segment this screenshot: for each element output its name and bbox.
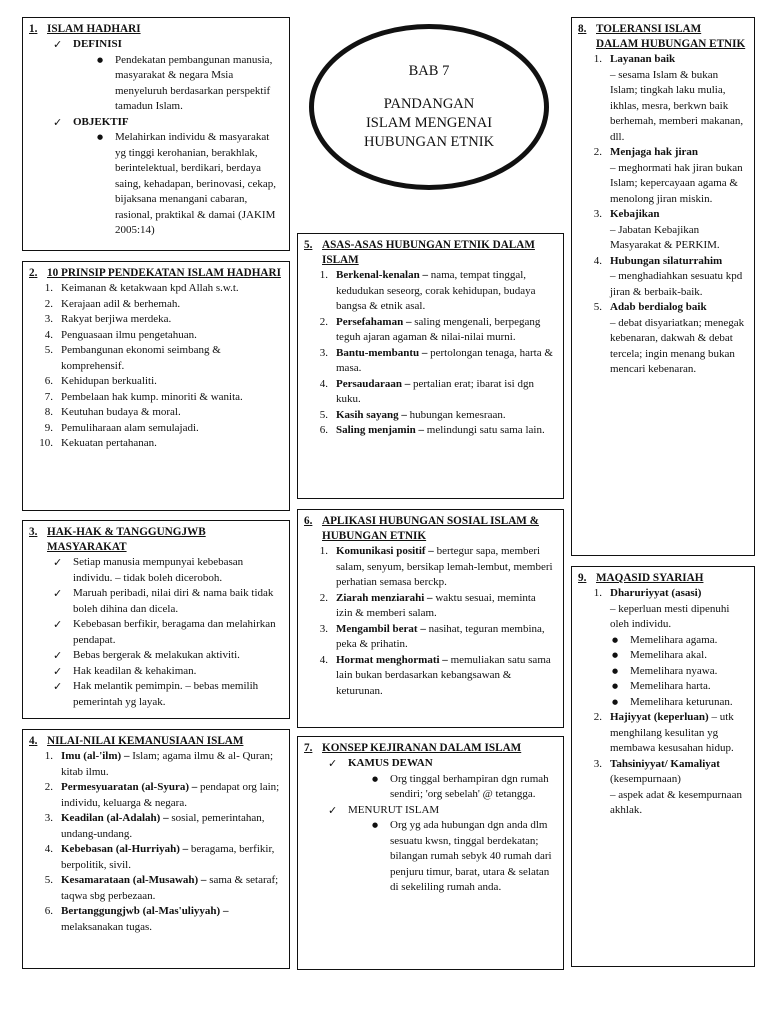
list-item: 6. Kehidupan berkualiti. xyxy=(37,374,281,390)
chapter-number: BAB 7 xyxy=(408,63,450,79)
section-aplikasi-hubungan-sosial xyxy=(297,509,564,728)
bullet-item: ● Memelihara agama. xyxy=(610,633,746,649)
chapter-title-ellipse xyxy=(309,24,549,190)
bullet-item: ● Org yg ada hubungan dgn anda dlm sesuatu kwsn, tinggal berdekatan; bilangan rumah sebyk 40 rumah dari penjuru timur, barat, utara & selatan di sekeliling rumah anda. xyxy=(370,818,555,896)
section-konsep-kejiranan xyxy=(297,736,564,970)
list-item: 5. Pembangunan ekonomi seimbang & komprehensif. xyxy=(37,343,281,374)
section-heading: 1 . ISLAM HADHARI xyxy=(29,22,281,37)
check-item: ✓ Setiap manusia mempunyai kebebasan individu. – tidak boleh diceroboh. xyxy=(53,555,281,586)
section-heading: 4 . NILAI-NILAI KEMANUSIAAN ISLAM xyxy=(29,734,281,749)
list-item: 1. Layanan baik – sesama Islam & bukan Islam; tingkah laku mulia, ikhlas, mesra, berkwn baik berhemah, memberi makanan, dll. xyxy=(586,52,746,145)
section-maqasid-syariah xyxy=(571,566,755,967)
list-item: 8. Keutuhan budaya & moral. xyxy=(37,405,281,421)
check-item: ✓ OBJEKTIF ● Melahirkan individu & masyarakat yg tinggi kerohanian, berakhlak, berintelektual, berdikari, berdaya saing, kehadapan, berinovasi, cekap, bijaksana menangani cabaran, rasional, praktikal & damai (JAKIM 2005:14) xyxy=(53,115,281,239)
list-item: 1. Komunikasi positif – bertegur sapa, memberi salam, senyum, bersikap lemah-lembut, memberi perhatian semasa berckp. xyxy=(312,544,555,591)
section-heading: 3 . HAK-HAK & TANGGUNGJWB MASYARAKAT xyxy=(29,525,281,555)
list-item: 5. Kasih sayang – hubungan kemesraan. xyxy=(312,408,555,424)
check-item: ✓ Hak keadilan & kehakiman. xyxy=(53,664,281,680)
section-10-prinsip xyxy=(22,261,290,511)
list-item: 2. Menjaga hak jiran – meghormati hak jiran bukan Islam; kepercayaan agama & menolong jiran miskin. xyxy=(586,145,746,207)
bullet-item: ● Memelihara akal. xyxy=(610,648,746,664)
list-item: 4. Hubungan silaturrahim – menghadiahkan sesuatu kpd jiran & berbaik-baik. xyxy=(586,254,746,301)
chapter-title-line: ISLAM MENGENAI xyxy=(365,115,493,131)
list-item: 5. Adab berdialog baik – debat disyariatkan; menegak kebenaran, dakwah & debat tercela; ingin menang bukan mencari kebenaran. xyxy=(586,300,746,378)
list-item: 2. Hajiyyat (keperluan) – utk menghilang kesulitan yg membawa kesusahan hidup. xyxy=(586,710,746,757)
list-item: 3. Kebajikan – Jabatan Kebajikan Masyarakat & PERKIM. xyxy=(586,207,746,254)
section-islam-hadhari xyxy=(22,17,290,251)
list-item: 3. Mengambil berat – nasihat, teguran membina, peka & prihatin. xyxy=(312,622,555,653)
section-heading: 6 . APLIKASI HUBUNGAN SOSIAL ISLAM & HUBUNGAN ETNIK xyxy=(304,514,555,544)
section-asas-hubungan-etnik xyxy=(297,233,564,499)
check-item: ✓ Bebas bergerak & melakukan aktiviti. xyxy=(53,648,281,664)
bullet-item: ● Melahirkan individu & masyarakat yg tinggi kerohanian, berakhlak, berintelektual, berdikari, berdaya saing, kehadapan, berinovasi, cekap, bijaksana menangani cabaran, rasional, praktikal & damai (JAKIM 2005:14) xyxy=(95,130,281,239)
list-item: 1. Keimanan & ketakwaan kpd Allah s.w.t. xyxy=(37,281,281,297)
list-item: 9. Pemuliharaan alam semulajadi. xyxy=(37,421,281,437)
check-item: ✓ Hak melantik pemimpin. – bebas memilih pemerintah yg layak. xyxy=(53,679,281,710)
check-item: ✓ Maruah peribadi, nilai diri & nama baik tidak boleh dihina dan dicela. xyxy=(53,586,281,617)
list-item: 3. Keadilan (al-Adalah) – sosial, pemerintahan, undang-undang. xyxy=(37,811,281,842)
bullet-item: ● Memelihara nyawa. xyxy=(610,664,746,680)
list-item: 5. Kesamarataan (al-Musawah) – sama & setaraf; taqwa sbg perbezaan. xyxy=(37,873,281,904)
bullet-item: ● Org tinggal berhampiran dgn rumah sendiri; 'org sebelah' @ tetangga. xyxy=(370,772,555,803)
list-item: 1. Imu (al-'ilm) – Islam; agama ilmu & al- Quran; kitab ilmu. xyxy=(37,749,281,780)
chapter-title-line: HUBUNGAN ETNIK xyxy=(363,134,495,150)
list-item: 4. Penguasaan ilmu pengetahuan. xyxy=(37,328,281,344)
bullet-item: ● Memelihara keturunan. xyxy=(610,695,746,711)
list-item: 2. Kerajaan adil & berhemah. xyxy=(37,297,281,313)
section-nilai-kemanusiaan xyxy=(22,729,290,969)
list-item: 6. Saling menjamin – melindungi satu sama lain. xyxy=(312,423,555,439)
check-item: ✓ DEFINISI ● Pendekatan pembangunan manusia, masyarakat & negara Msia menyeluruh berdasarkan perspektif tamadun Islam. xyxy=(53,37,281,115)
list-item: 6. Bertanggungjwb (al-Mas'uliyyah) – melaksanakan tugas. xyxy=(37,904,281,935)
section-toleransi-islam xyxy=(571,17,755,556)
section-heading: 7 . KONSEP KEJIRANAN DALAM ISLAM xyxy=(304,741,555,756)
bullet-item: ● Pendekatan pembangunan manusia, masyarakat & negara Msia menyeluruh berdasarkan perspektif tamadun Islam. xyxy=(95,53,281,115)
list-item: 2. Ziarah menziarahi – waktu sesuai, meminta izin & memberi salam. xyxy=(312,591,555,622)
list-item: 2. Permesyuaratan (al-Syura) – pendapat org lain; individu, keluarga & negara. xyxy=(37,780,281,811)
check-item: ✓ KAMUS DEWAN ● Org tinggal berhampiran dgn rumah sendiri; 'org sebelah' @ tetangga. xyxy=(328,756,555,803)
list-item: 3. Rakyat berjiwa merdeka. xyxy=(37,312,281,328)
section-heading: 8 . TOLERANSI ISLAM DALAM HUBUNGAN ETNIK xyxy=(578,22,746,52)
list-item: 10. Kekuatan pertahanan. xyxy=(37,436,281,452)
section-heading: 9 . MAQASID SYARIAH xyxy=(578,571,746,586)
list-item: 1. Berkenal-kenalan – nama, tempat tinggal, kedudukan seseorg, corak kehidupan, budaya bangsa & etnik asal. xyxy=(312,268,555,315)
check-item: ✓ MENURUT ISLAM ● Org yg ada hubungan dgn anda dlm sesuatu kwsn, tinggal berdekatan; bilangan rumah sebyk 40 rumah dari penjuru timur, barat, utara & selatan di sekeliling rumah anda. xyxy=(328,803,555,896)
list-item: 3. Bantu-membantu – pertolongan tenaga, harta & masa. xyxy=(312,346,555,377)
list-item: 2. Persefahaman – saling mengenali, berpegang teguh ajaran agaman & nilai-nilai murni. xyxy=(312,315,555,346)
list-item: 4. Kebebasan (al-Hurriyah) – beragama, berfikir, berpolitik, sivil. xyxy=(37,842,281,873)
section-heading: 2 . 10 PRINSIP PENDEKATAN ISLAM HADHARI xyxy=(29,266,281,281)
check-item: ✓ Kebebasan berfikir, beragama dan melahirkan pendapat. xyxy=(53,617,281,648)
section-hak-tanggungjawab xyxy=(22,520,290,719)
list-item: 1. Dharuriyyat (asasi) – keperluan mesti dipenuhi oleh individu. ● Memelihara agama. ● Memelihara akal. ● Memelihara nyawa. ● Memelihara harta. ● Memelihara keturunan. xyxy=(586,586,746,710)
list-item: 7. Pembelaan hak kump. minoriti & wanita. xyxy=(37,390,281,406)
section-heading: 5 . ASAS-ASAS HUBUNGAN ETNIK DALAM ISLAM xyxy=(304,238,555,268)
list-item: 3. Tahsiniyyat/ Kamaliyat (kesempurnaan) – aspek adat & kesempurnaan akhlak. xyxy=(586,757,746,819)
chapter-title-line: PANDANGAN xyxy=(383,96,475,112)
bullet-item: ● Memelihara harta. xyxy=(610,679,746,695)
list-item: 4. Hormat menghormati – memuliakan satu sama lain bukan berdasarkan kebangsawan & keturunan. xyxy=(312,653,555,700)
list-item: 4. Persaudaraan – pertalian erat; ibarat isi dgn kuku. xyxy=(312,377,555,408)
